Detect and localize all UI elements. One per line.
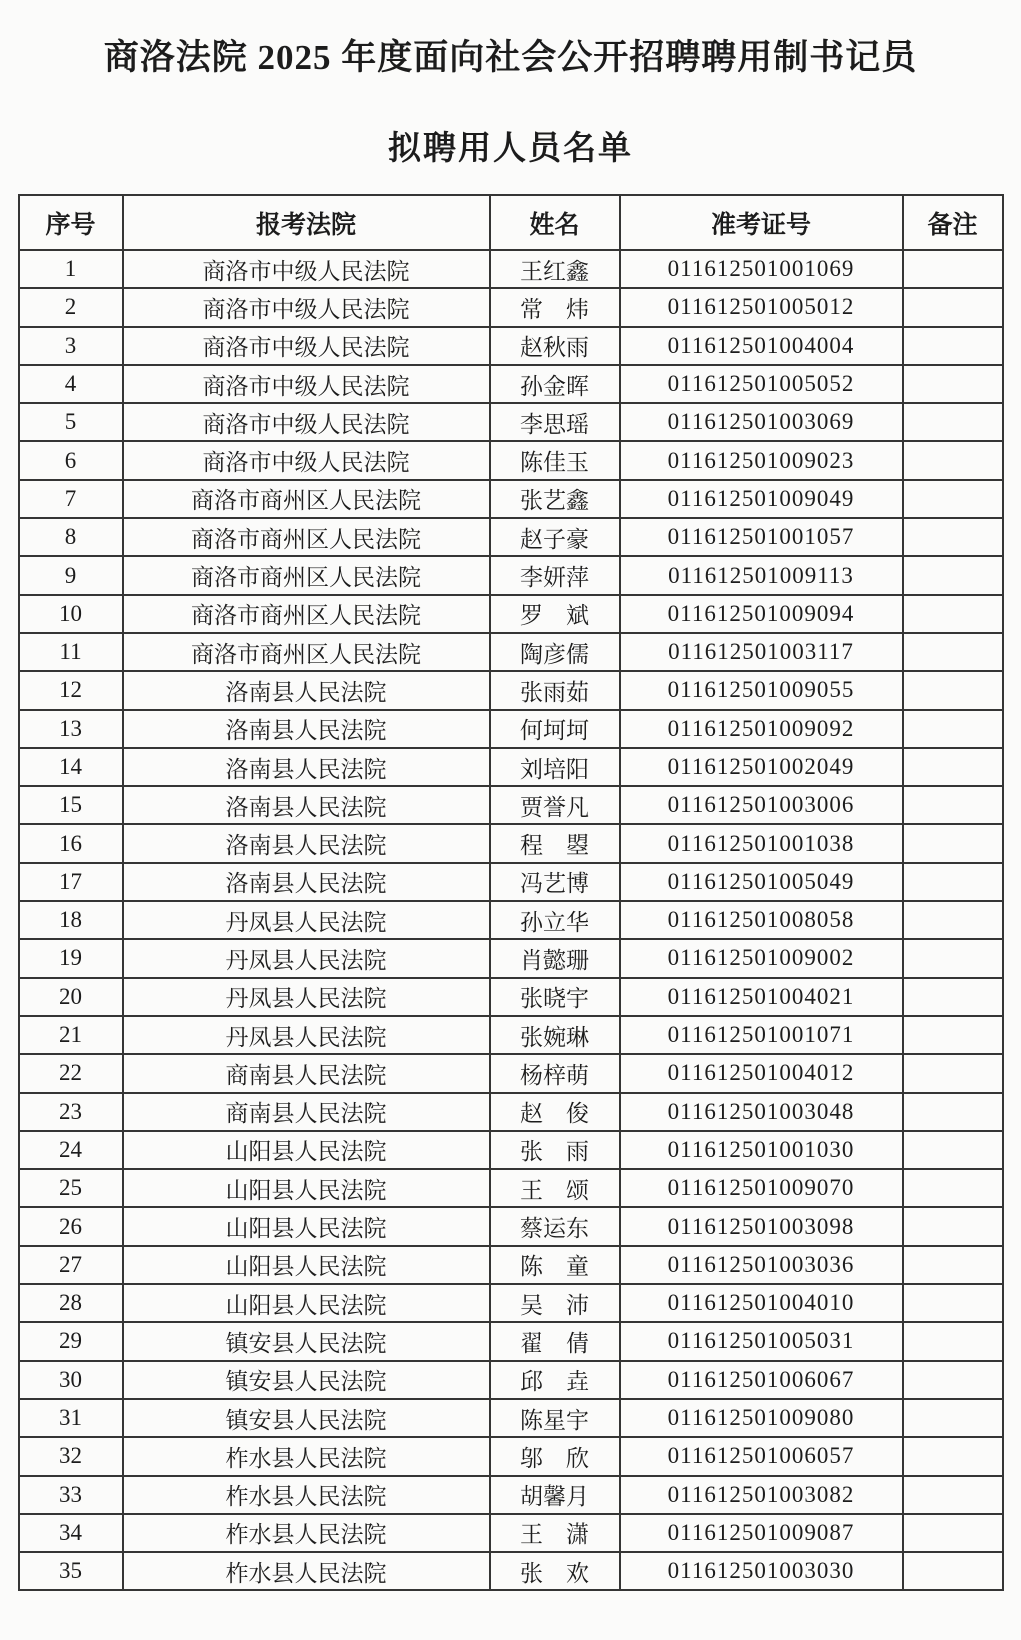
header-cell-0: 序号 [19, 195, 123, 250]
cell-court: 商洛市商州区人民法院 [123, 595, 490, 633]
cell-remark [903, 1399, 1003, 1437]
cell-index: 19 [19, 939, 123, 977]
cell-index: 31 [19, 1399, 123, 1437]
cell-index: 21 [19, 1016, 123, 1054]
cell-name: 蔡运东 [490, 1207, 620, 1245]
cell-remark [903, 1093, 1003, 1131]
cell-remark [903, 1322, 1003, 1360]
cell-remark [903, 1016, 1003, 1054]
cell-court: 山阳县人民法院 [123, 1131, 490, 1169]
cell-name: 赵秋雨 [490, 327, 620, 365]
cell-court: 商南县人民法院 [123, 1093, 490, 1131]
cell-ticket: 011612501009055 [620, 671, 903, 709]
header-cell-2: 姓名 [490, 195, 620, 250]
cell-ticket: 011612501009080 [620, 1399, 903, 1437]
cell-remark [903, 824, 1003, 862]
table-row [19, 1054, 1003, 1092]
cell-ticket: 011612501003030 [620, 1552, 903, 1590]
cell-court: 商洛市中级人民法院 [123, 288, 490, 326]
cell-index: 28 [19, 1284, 123, 1322]
table-row [19, 1131, 1003, 1169]
table-row [19, 1552, 1003, 1590]
cell-remark [903, 1552, 1003, 1590]
cell-ticket: 011612501001057 [620, 518, 903, 556]
cell-remark [903, 863, 1003, 901]
table-row [19, 595, 1003, 633]
cell-ticket: 011612501003082 [620, 1476, 903, 1514]
cell-court: 丹凤县人民法院 [123, 978, 490, 1016]
cell-remark [903, 901, 1003, 939]
cell-name: 李思瑶 [490, 403, 620, 441]
cell-ticket: 011612501005031 [620, 1322, 903, 1360]
table-body [19, 250, 1003, 1590]
cell-name: 孙金晖 [490, 365, 620, 403]
cell-court: 商洛市商州区人民法院 [123, 518, 490, 556]
cell-index: 18 [19, 901, 123, 939]
table-row [19, 671, 1003, 709]
cell-name: 陈 童 [490, 1246, 620, 1284]
table-row [19, 1322, 1003, 1360]
table-row [19, 1514, 1003, 1552]
cell-index: 29 [19, 1322, 123, 1360]
cell-ticket: 011612501004004 [620, 327, 903, 365]
cell-court: 洛南县人民法院 [123, 671, 490, 709]
cell-remark [903, 1284, 1003, 1322]
table-row [19, 633, 1003, 671]
header-cell-3: 准考证号 [620, 195, 903, 250]
table-row [19, 1361, 1003, 1399]
table-row [19, 1246, 1003, 1284]
table-row [19, 863, 1003, 901]
cell-index: 17 [19, 863, 123, 901]
cell-court: 商南县人民法院 [123, 1054, 490, 1092]
cell-name: 赵 俊 [490, 1093, 620, 1131]
cell-remark [903, 671, 1003, 709]
cell-ticket: 011612501009049 [620, 480, 903, 518]
cell-name: 胡馨月 [490, 1476, 620, 1514]
cell-court: 商洛市中级人民法院 [123, 365, 490, 403]
cell-index: 26 [19, 1207, 123, 1245]
header-cell-1: 报考法院 [123, 195, 490, 250]
cell-ticket: 011612501005052 [620, 365, 903, 403]
cell-court: 洛南县人民法院 [123, 710, 490, 748]
cell-name: 罗 斌 [490, 595, 620, 633]
cell-remark [903, 288, 1003, 326]
cell-name: 张晓宇 [490, 978, 620, 1016]
cell-remark [903, 518, 1003, 556]
cell-remark [903, 748, 1003, 786]
cell-index: 5 [19, 403, 123, 441]
cell-name: 贾誉凡 [490, 786, 620, 824]
cell-name: 肖懿珊 [490, 939, 620, 977]
cell-ticket: 011612501001038 [620, 824, 903, 862]
table-row [19, 978, 1003, 1016]
cell-index: 8 [19, 518, 123, 556]
cell-remark [903, 403, 1003, 441]
cell-court: 丹凤县人民法院 [123, 1016, 490, 1054]
cell-index: 20 [19, 978, 123, 1016]
cell-remark [903, 595, 1003, 633]
table-header [19, 195, 1003, 250]
cell-ticket: 011612501001071 [620, 1016, 903, 1054]
cell-remark [903, 1514, 1003, 1552]
cell-remark [903, 1169, 1003, 1207]
cell-ticket: 011612501005049 [620, 863, 903, 901]
cell-index: 25 [19, 1169, 123, 1207]
cell-remark [903, 1131, 1003, 1169]
cell-index: 1 [19, 250, 123, 288]
cell-name: 王 颂 [490, 1169, 620, 1207]
table-row [19, 403, 1003, 441]
table-row [19, 1399, 1003, 1437]
table-row [19, 1207, 1003, 1245]
cell-ticket: 011612501009023 [620, 441, 903, 479]
cell-name: 刘培阳 [490, 748, 620, 786]
cell-ticket: 011612501009094 [620, 595, 903, 633]
cell-court: 柞水县人民法院 [123, 1476, 490, 1514]
cell-name: 杨梓萌 [490, 1054, 620, 1092]
cell-ticket: 011612501001030 [620, 1131, 903, 1169]
cell-remark [903, 710, 1003, 748]
cell-remark [903, 786, 1003, 824]
hired-personnel-table [18, 194, 1004, 1591]
cell-court: 商洛市中级人民法院 [123, 327, 490, 365]
table-row [19, 710, 1003, 748]
table-row [19, 250, 1003, 288]
cell-remark [903, 1437, 1003, 1475]
cell-court: 商洛市中级人民法院 [123, 250, 490, 288]
table-row [19, 901, 1003, 939]
cell-remark [903, 1246, 1003, 1284]
cell-name: 冯艺博 [490, 863, 620, 901]
cell-court: 丹凤县人民法院 [123, 939, 490, 977]
cell-name: 张雨茹 [490, 671, 620, 709]
cell-name: 孙立华 [490, 901, 620, 939]
cell-index: 12 [19, 671, 123, 709]
cell-court: 洛南县人民法院 [123, 748, 490, 786]
cell-ticket: 011612501003006 [620, 786, 903, 824]
cell-court: 镇安县人民法院 [123, 1399, 490, 1437]
cell-name: 陈星宇 [490, 1399, 620, 1437]
document-title-line2: 拟聘用人员名单 [388, 131, 633, 167]
table-row [19, 1016, 1003, 1054]
cell-court: 洛南县人民法院 [123, 824, 490, 862]
table-row [19, 518, 1003, 556]
cell-name: 李妍萍 [490, 556, 620, 594]
cell-index: 32 [19, 1437, 123, 1475]
cell-name: 王 潇 [490, 1514, 620, 1552]
cell-court: 山阳县人民法院 [123, 1246, 490, 1284]
cell-index: 2 [19, 288, 123, 326]
cell-court: 丹凤县人民法院 [123, 901, 490, 939]
cell-court: 镇安县人民法院 [123, 1361, 490, 1399]
cell-remark [903, 939, 1003, 977]
cell-ticket: 011612501004021 [620, 978, 903, 1016]
table-row [19, 288, 1003, 326]
cell-court: 柞水县人民法院 [123, 1514, 490, 1552]
cell-court: 镇安县人民法院 [123, 1322, 490, 1360]
header-cell-4: 备注 [903, 195, 1003, 250]
cell-ticket: 011612501008058 [620, 901, 903, 939]
cell-index: 15 [19, 786, 123, 824]
cell-remark [903, 365, 1003, 403]
cell-name: 程 曌 [490, 824, 620, 862]
cell-name: 邱 垚 [490, 1361, 620, 1399]
table-row [19, 556, 1003, 594]
cell-name: 张 雨 [490, 1131, 620, 1169]
cell-court: 商洛市商州区人民法院 [123, 556, 490, 594]
cell-index: 6 [19, 441, 123, 479]
cell-ticket: 011612501003117 [620, 633, 903, 671]
cell-court: 洛南县人民法院 [123, 786, 490, 824]
cell-name: 张艺鑫 [490, 480, 620, 518]
table-row [19, 1284, 1003, 1322]
cell-remark [903, 1476, 1003, 1514]
cell-index: 33 [19, 1476, 123, 1514]
cell-court: 商洛市商州区人民法院 [123, 480, 490, 518]
cell-ticket: 011612501009087 [620, 1514, 903, 1552]
cell-ticket: 011612501004010 [620, 1284, 903, 1322]
cell-court: 山阳县人民法院 [123, 1207, 490, 1245]
table-row [19, 1437, 1003, 1475]
cell-ticket: 011612501009002 [620, 939, 903, 977]
cell-index: 4 [19, 365, 123, 403]
cell-ticket: 011612501004012 [620, 1054, 903, 1092]
cell-ticket: 011612501003098 [620, 1207, 903, 1245]
table-row [19, 1093, 1003, 1131]
cell-name: 张婉琳 [490, 1016, 620, 1054]
cell-court: 山阳县人民法院 [123, 1169, 490, 1207]
table-row [19, 748, 1003, 786]
cell-name: 张 欢 [490, 1552, 620, 1590]
cell-ticket: 011612501006067 [620, 1361, 903, 1399]
cell-name: 陶彦儒 [490, 633, 620, 671]
cell-index: 14 [19, 748, 123, 786]
cell-court: 山阳县人民法院 [123, 1284, 490, 1322]
cell-ticket: 011612501003048 [620, 1093, 903, 1131]
cell-index: 3 [19, 327, 123, 365]
table-row [19, 1169, 1003, 1207]
cell-remark [903, 1207, 1003, 1245]
cell-name: 赵子豪 [490, 518, 620, 556]
cell-index: 7 [19, 480, 123, 518]
cell-name: 何坷坷 [490, 710, 620, 748]
table-row [19, 365, 1003, 403]
cell-remark [903, 1054, 1003, 1092]
cell-remark [903, 327, 1003, 365]
cell-index: 16 [19, 824, 123, 862]
cell-ticket: 011612501006057 [620, 1437, 903, 1475]
table-row [19, 824, 1003, 862]
cell-name: 陈佳玉 [490, 441, 620, 479]
cell-ticket: 011612501009070 [620, 1169, 903, 1207]
cell-name: 吴 沛 [490, 1284, 620, 1322]
cell-index: 23 [19, 1093, 123, 1131]
table-row [19, 327, 1003, 365]
cell-index: 11 [19, 633, 123, 671]
cell-ticket: 011612501003036 [620, 1246, 903, 1284]
cell-index: 9 [19, 556, 123, 594]
document-title-line1: 商洛法院 2025 年度面向社会公开招聘聘用制书记员 [103, 38, 918, 77]
cell-remark [903, 978, 1003, 1016]
cell-ticket: 011612501009113 [620, 556, 903, 594]
cell-index: 27 [19, 1246, 123, 1284]
table-row [19, 480, 1003, 518]
cell-name: 翟 倩 [490, 1322, 620, 1360]
cell-ticket: 011612501009092 [620, 710, 903, 748]
cell-name: 王红鑫 [490, 250, 620, 288]
cell-index: 30 [19, 1361, 123, 1399]
cell-court: 柞水县人民法院 [123, 1552, 490, 1590]
cell-index: 34 [19, 1514, 123, 1552]
table-row [19, 441, 1003, 479]
cell-index: 24 [19, 1131, 123, 1169]
table-row [19, 786, 1003, 824]
cell-remark [903, 250, 1003, 288]
cell-ticket: 011612501002049 [620, 748, 903, 786]
cell-ticket: 011612501003069 [620, 403, 903, 441]
cell-index: 10 [19, 595, 123, 633]
cell-court: 洛南县人民法院 [123, 863, 490, 901]
cell-ticket: 011612501005012 [620, 288, 903, 326]
cell-ticket: 011612501001069 [620, 250, 903, 288]
cell-index: 22 [19, 1054, 123, 1092]
cell-remark [903, 1361, 1003, 1399]
cell-court: 商洛市中级人民法院 [123, 441, 490, 479]
table-row [19, 939, 1003, 977]
cell-index: 13 [19, 710, 123, 748]
cell-name: 常 炜 [490, 288, 620, 326]
cell-court: 商洛市商州区人民法院 [123, 633, 490, 671]
cell-remark [903, 441, 1003, 479]
table-row [19, 1476, 1003, 1514]
cell-court: 柞水县人民法院 [123, 1437, 490, 1475]
cell-remark [903, 480, 1003, 518]
cell-remark [903, 633, 1003, 671]
header-row [19, 195, 1003, 250]
cell-court: 商洛市中级人民法院 [123, 403, 490, 441]
cell-remark [903, 556, 1003, 594]
cell-index: 35 [19, 1552, 123, 1590]
cell-name: 邬 欣 [490, 1437, 620, 1475]
